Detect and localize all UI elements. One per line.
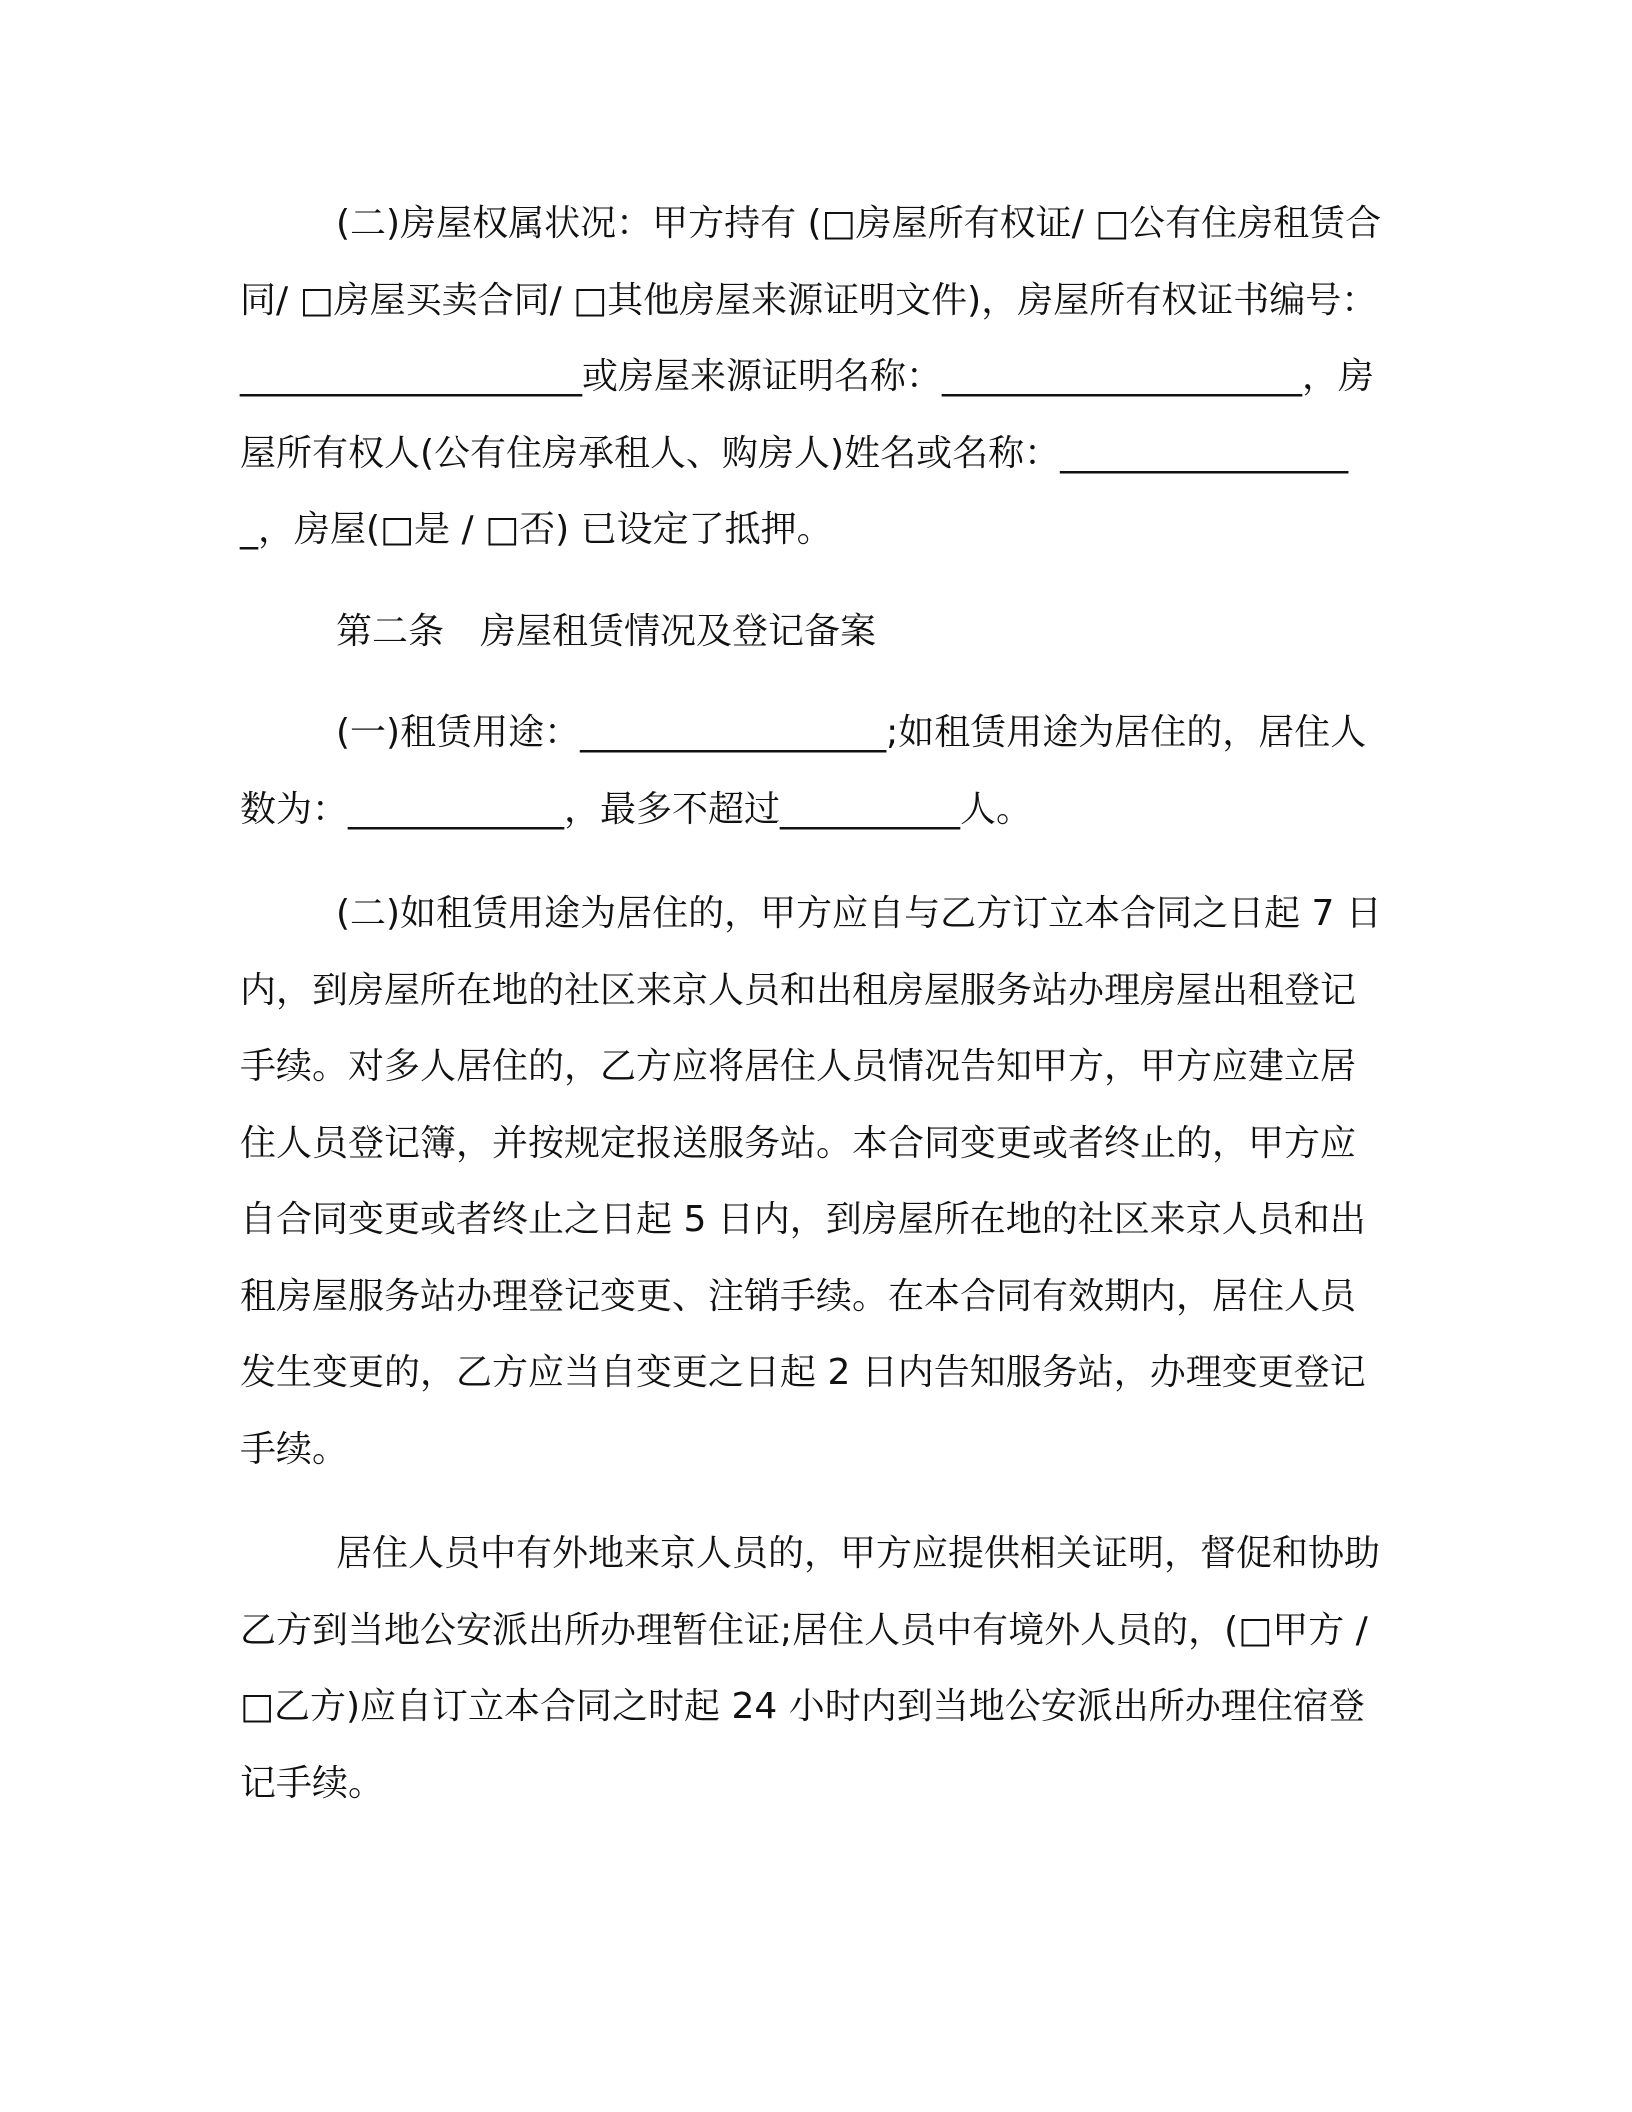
paragraph-property-ownership: (二)房屋权属状况：甲方持有 (□房屋所有权证/ □公有住房租赁合同/ □房屋买卖合同/ □其他房屋来源证明文件)，房屋所有权证书编号：___________________或房屋来源证明名称：____________________，房屋所有权人(公有住房承租人、购房人)姓名或名称：_________________，房屋(□是 / □否) 已设定了抵押。 [240,203,1382,550]
document-body [240,186,1390,1822]
article-two-heading: 第二条 房屋租赁情况及登记备案 [336,610,877,652]
paragraph-registration: (二)如租赁用途为居住的，甲方应自与乙方订立本合同之日起 7 日内，到房屋所在地的社区来京人员和出租房屋服务站办理房屋出租登记手续。对多人居住的，乙方应将居住人员情况告知甲方，甲方应建立居住人员登记簿，并按规定报送服务站。本合同变更或者终止的，甲方应自合同变更或者终止之日起 5 日内，到房屋所在地的社区来京人员和出租房屋服务站办理登记变更、注销手续。在本合同有效期内，居住人员发生变更的，乙方应当自变更之日起 2 日内告知服务站，办理变更登记手续。 [240,893,1382,1470]
paragraph-residents: 居住人员中有外地来京人员的，甲方应提供相关证明，督促和协助乙方到当地公安派出所办理暂住证;居住人员中有境外人员的，(□甲方 /□乙方)应自订立本合同之时起 24 小时内到当地公安派出所办理住宿登记手续。 [240,1533,1381,1804]
paragraph-lease-purpose: (一)租赁用途：_________________;如租赁用途为居住的，居住人数为：____________，最多不超过__________人。 [240,712,1367,830]
